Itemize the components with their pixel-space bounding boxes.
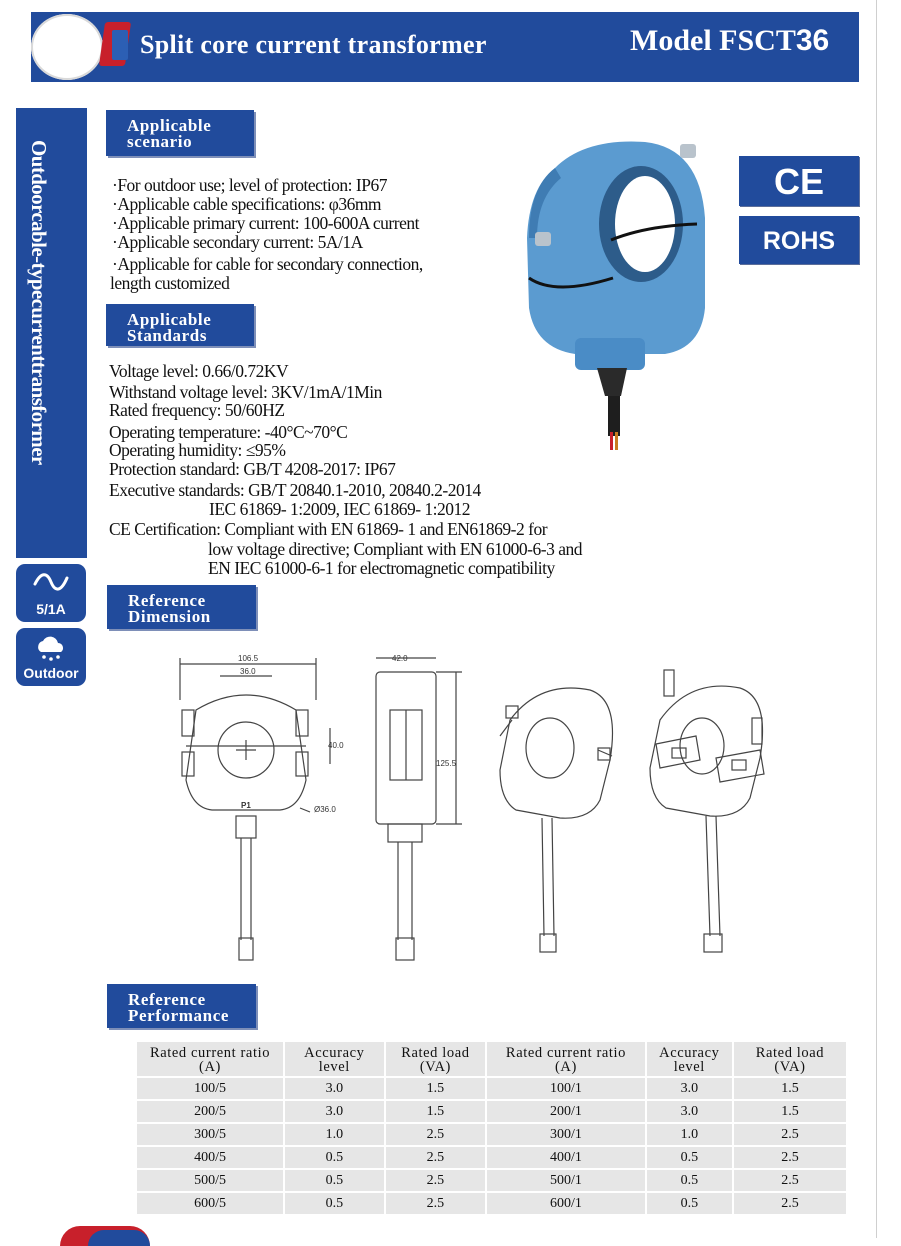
scenario-line: length customized	[110, 272, 230, 293]
scenario-line: ·For outdoor use; level of protection: IP67	[112, 175, 387, 195]
table-header-row	[137, 1042, 846, 1077]
cell: 3.0	[646, 1077, 733, 1100]
cell: 2.5	[385, 1169, 487, 1192]
cell: 200/5	[137, 1100, 284, 1123]
tag-line: Applicable	[127, 310, 212, 329]
standard-line: Operating temperature: -40°C~70°C	[109, 421, 348, 442]
scenario-line: ·Applicable primary current: 100-600A current	[112, 213, 419, 233]
dim-label-inner: 36.0	[240, 667, 256, 676]
table-row	[137, 1146, 846, 1169]
scenario-line: ·Applicable for cable for secondary connection,	[112, 254, 423, 274]
standard-line: Voltage level: 0.66/0.72KV	[109, 361, 289, 381]
page-edge-rule	[876, 0, 877, 1238]
badge-label: Outdoor	[23, 665, 79, 681]
cell: 2.5	[733, 1192, 846, 1215]
header-accuracy-1a: Accuracy level	[646, 1042, 733, 1077]
standard-line: low voltage directive; Compliant with EN 61000-6-3 and	[208, 538, 582, 559]
cell: 600/5	[137, 1192, 284, 1215]
tag-line: Standards	[127, 326, 208, 345]
dimension-drawing	[120, 640, 790, 970]
tag-line: Dimension	[128, 607, 211, 626]
table-row	[137, 1123, 846, 1146]
tag-line: Reference	[128, 990, 206, 1009]
standard-line: Protection standard: GB/T 4208-2017: IP67	[109, 458, 396, 479]
cell: 2.5	[733, 1123, 846, 1146]
standard-line: Operating humidity: ≤95%	[109, 440, 286, 460]
dim-label-height-half: 40.0	[328, 741, 344, 750]
footer-logo-inner	[88, 1230, 150, 1246]
cell: 2.5	[385, 1192, 487, 1215]
tag-line: Performance	[128, 1006, 229, 1025]
tag-line: Applicable	[127, 116, 212, 135]
badge-label: 5/1A	[36, 601, 66, 617]
cell: 0.5	[646, 1169, 733, 1192]
header-ratio-5a: Rated current ratio (A)	[137, 1042, 284, 1077]
dim-label-diameter: Ø36.0	[314, 805, 336, 814]
sine-wave-icon	[31, 570, 71, 594]
cell: 1.0	[284, 1123, 385, 1146]
table-row	[137, 1077, 846, 1100]
cell: 0.5	[284, 1169, 385, 1192]
header-load-5a: Rated load (VA)	[385, 1042, 487, 1077]
cell: 2.5	[385, 1146, 487, 1169]
standards-list	[109, 362, 582, 578]
standard-line: CE Certification: Compliant with EN 61869- 1 and EN61869-2 for	[109, 519, 548, 539]
standard-line: Withstand voltage level: 3KV/1mA/1Min	[109, 381, 382, 402]
header-load-1a: Rated load (VA)	[733, 1042, 846, 1077]
table-row	[137, 1100, 846, 1123]
logo-mark-inner	[112, 30, 128, 60]
section-tag-dimension	[107, 585, 256, 629]
cell: 3.0	[646, 1100, 733, 1123]
cell: 2.5	[733, 1146, 846, 1169]
rain-cloud-icon	[31, 634, 71, 664]
product-photo	[515, 128, 715, 458]
sidebar-vertical-title: Outdoorcable-typecurrenttransformer	[27, 140, 51, 465]
scenario-line: ·Applicable cable specifications: φ36mm	[112, 193, 382, 214]
cell: 400/1	[486, 1146, 646, 1169]
tag-line: scenario	[127, 132, 193, 151]
scenario-line: ·Applicable secondary current: 5A/1A	[112, 231, 363, 252]
badge-outdoor	[16, 628, 86, 686]
cell: 100/5	[137, 1077, 284, 1100]
model-name	[630, 24, 829, 58]
dim-label-p1: P1	[241, 801, 251, 810]
company-logo	[31, 14, 103, 80]
cell: 0.5	[646, 1146, 733, 1169]
cell: 200/1	[486, 1100, 646, 1123]
cell: 3.0	[284, 1100, 385, 1123]
cell: 1.5	[733, 1077, 846, 1100]
cell: 1.0	[646, 1123, 733, 1146]
certification-rohs: ROHS	[739, 216, 859, 264]
cell: 400/5	[137, 1146, 284, 1169]
model-number: 36	[795, 24, 830, 57]
cell: 2.5	[733, 1169, 846, 1192]
page-title: Split core current transformer	[140, 30, 487, 59]
standard-line: IEC 61869- 1:2009, IEC 61869- 1:2012	[209, 498, 471, 519]
cell: 100/1	[486, 1077, 646, 1100]
dim-label-width: 106.5	[238, 654, 259, 663]
cell: 1.5	[733, 1100, 846, 1123]
cell: 0.5	[646, 1192, 733, 1215]
cell: 0.5	[284, 1146, 385, 1169]
table-row	[137, 1169, 846, 1192]
section-tag-standards	[106, 304, 254, 346]
cell: 300/5	[137, 1123, 284, 1146]
scenario-list	[112, 176, 423, 292]
cell: 2.5	[385, 1123, 487, 1146]
cell: 1.5	[385, 1100, 487, 1123]
standard-line: Rated frequency: 50/60HZ	[109, 400, 285, 420]
standard-line: Executive standards: GB/T 20840.1-2010, 20840.2-2014	[109, 480, 481, 500]
performance-table	[137, 1042, 846, 1216]
section-tag-scenario	[106, 110, 254, 156]
cell: 500/5	[137, 1169, 284, 1192]
cell: 1.5	[385, 1077, 487, 1100]
cell: 600/1	[486, 1192, 646, 1215]
cell: 500/1	[486, 1169, 646, 1192]
cell: 300/1	[486, 1123, 646, 1146]
dim-label-depth: 42.0	[392, 654, 408, 663]
cell: 0.5	[284, 1192, 385, 1215]
header-accuracy-5a: Accuracy level	[284, 1042, 385, 1077]
cell: 3.0	[284, 1077, 385, 1100]
standard-line: EN IEC 61000-6-1 for electromagnetic compatibility	[208, 558, 555, 578]
badge-current-ratio	[16, 564, 86, 622]
table-row	[137, 1192, 846, 1215]
model-prefix: Model FSCT	[630, 24, 796, 57]
certification-ce: CE	[739, 156, 859, 206]
dim-label-height: 125.5	[436, 759, 457, 768]
section-tag-performance	[107, 984, 256, 1028]
tag-line: Reference	[128, 591, 206, 610]
header-ratio-1a: Rated current ratio (A)	[486, 1042, 646, 1077]
